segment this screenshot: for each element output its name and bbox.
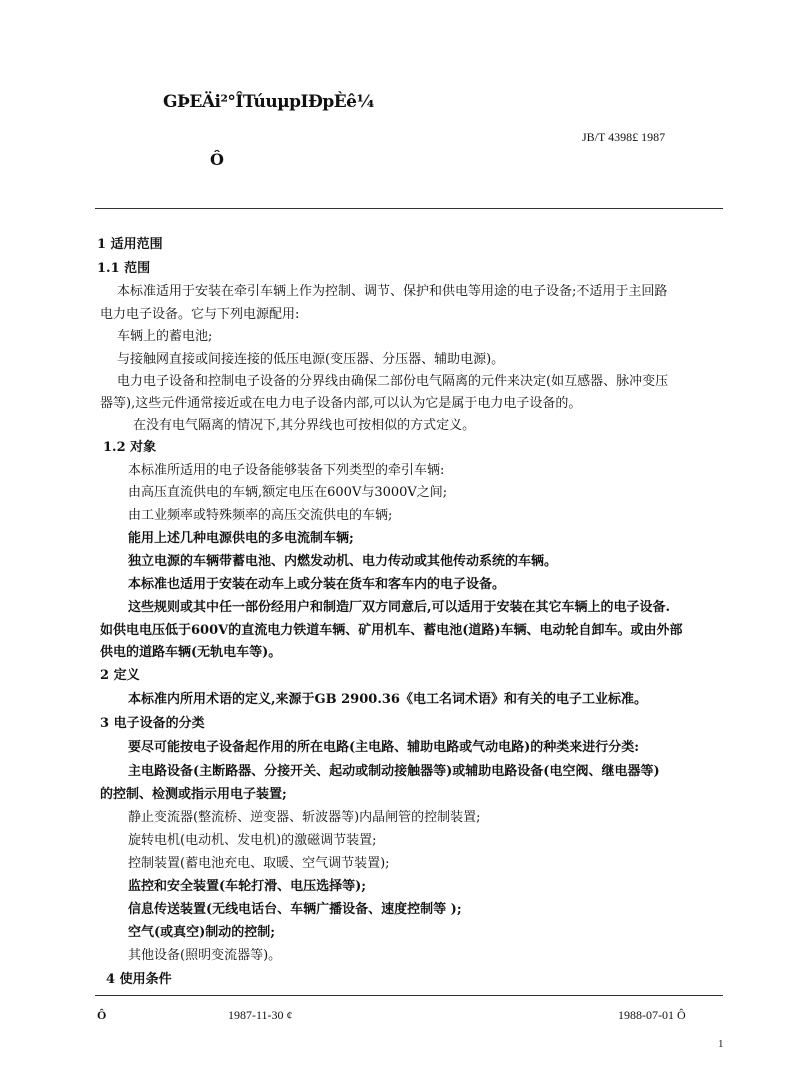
list-item: 独立电源的车辆带蓄电池、内燃发动机、电力传动或其他传动系统的车辆。	[128, 554, 558, 569]
footer-left-mark: Ô	[97, 1008, 107, 1022]
paragraph-line: 电力电子设备。它与下列电源配用:	[100, 307, 300, 322]
list-item: 由高压直流供电的车辆,额定电压在600V与3000V之间;	[128, 485, 448, 500]
list-item: 信息传送装置(无线电话台、车辆广播设备、速度控制等 );	[128, 902, 462, 917]
paragraph-line: 如供电电压低于600V的直流电力铁道车辆、矿用机车、蓄电池(道路)车辆、电动轮自卸车。或由外部	[100, 623, 683, 638]
list-item: 车辆上的蓄电池;	[117, 329, 213, 344]
paragraph-line: 本标准内所用术语的定义,来源于GB 2900.36《电工名词术语》和有关的电子工业标准。	[128, 692, 647, 707]
document-title-garbled: GÞEÄi²°ÎTúuµpIÐpÈê¼	[163, 92, 374, 112]
paragraph-line: 电力电子设备和控制电子设备的分界线由确保二部份电气隔离的元件来决定(如互感器、脉冲变压	[117, 374, 669, 389]
list-item: 与接触网直接或间接连接的低压电源(变压器、分压器、辅助电源)。	[117, 352, 505, 367]
paragraph-line: 供电的道路车辆(无轨电车等)。	[100, 645, 282, 660]
paragraph-line: 器等),这些元件通常接近或在电力电子设备内部,可以认为它是属于电力电子设备的。	[100, 396, 582, 411]
seal-mark: Ô	[210, 150, 224, 169]
list-item: 控制装置(蓄电池充电、取暖、空气调节装置);	[128, 856, 390, 871]
page-number: 1	[718, 1038, 724, 1050]
paragraph-line: 要尽可能按电子设备起作用的所在电路(主电路、辅助电路或气动电路)的种类来进行分类:	[128, 740, 640, 755]
paragraph-line: 的控制、检测或指示用电子装置;	[100, 787, 287, 802]
paragraph-line: 在没有电气隔离的情况下,其分界线也可按相似的方式定义。	[133, 418, 476, 433]
paragraph-line: 本标准所适用的电子设备能够装备下列类型的牵引车辆:	[128, 463, 445, 478]
list-item: 由工业频率或特殊频率的高压交流供电的车辆;	[128, 508, 393, 523]
section-1-heading: 1 适用范围	[97, 237, 163, 252]
section-1-1-heading: 1.1 范围	[97, 261, 151, 276]
section-4-heading: 4 使用条件	[106, 972, 172, 987]
paragraph-line: 这些规则或其中任一部份经用户和制造厂双方同意后,可以适用于安装在其它车辆上的电子设备.	[128, 600, 671, 615]
list-item: 空气(或真空)制动的控制;	[128, 925, 276, 940]
paragraph-line: 本标准适用于安装在牵引车辆上作为控制、调节、保护和供电等用途的电子设备;不适用于主回路	[117, 284, 668, 299]
effective-date: 1988-07-01 Ô	[618, 1008, 686, 1022]
footer-divider	[95, 995, 723, 996]
list-item: 监控和安全装置(车轮打滑、电压选择等);	[128, 879, 367, 894]
paragraph-line: 主电路设备(主断路器、分接开关、起动或制动接触器等)或辅助电路设备(电空阀、继电器等)	[128, 764, 660, 779]
list-item: 能用上述几种电源供电的多电流制车辆;	[128, 531, 354, 546]
list-item: 静止变流器(整流桥、逆变器、斩波器等)内晶闸管的控制装置;	[128, 810, 481, 825]
section-1-2-heading: 1.2 对象	[103, 440, 157, 455]
list-item: 本标准也适用于安装在动车上或分装在货车和客车内的电子设备。	[128, 577, 506, 592]
section-2-heading: 2 定义	[100, 668, 140, 683]
issue-date: 1987-11-30 ¢	[228, 1008, 293, 1022]
header-divider	[95, 208, 723, 209]
list-item: 旋转电机(电动机、发电机)的激磁调节装置;	[128, 833, 377, 848]
list-item: 其他设备(照明变流器等)。	[128, 948, 282, 963]
section-3-heading: 3 电子设备的分类	[100, 716, 205, 731]
standard-number: JB/T 4398£ 1987	[582, 130, 666, 144]
